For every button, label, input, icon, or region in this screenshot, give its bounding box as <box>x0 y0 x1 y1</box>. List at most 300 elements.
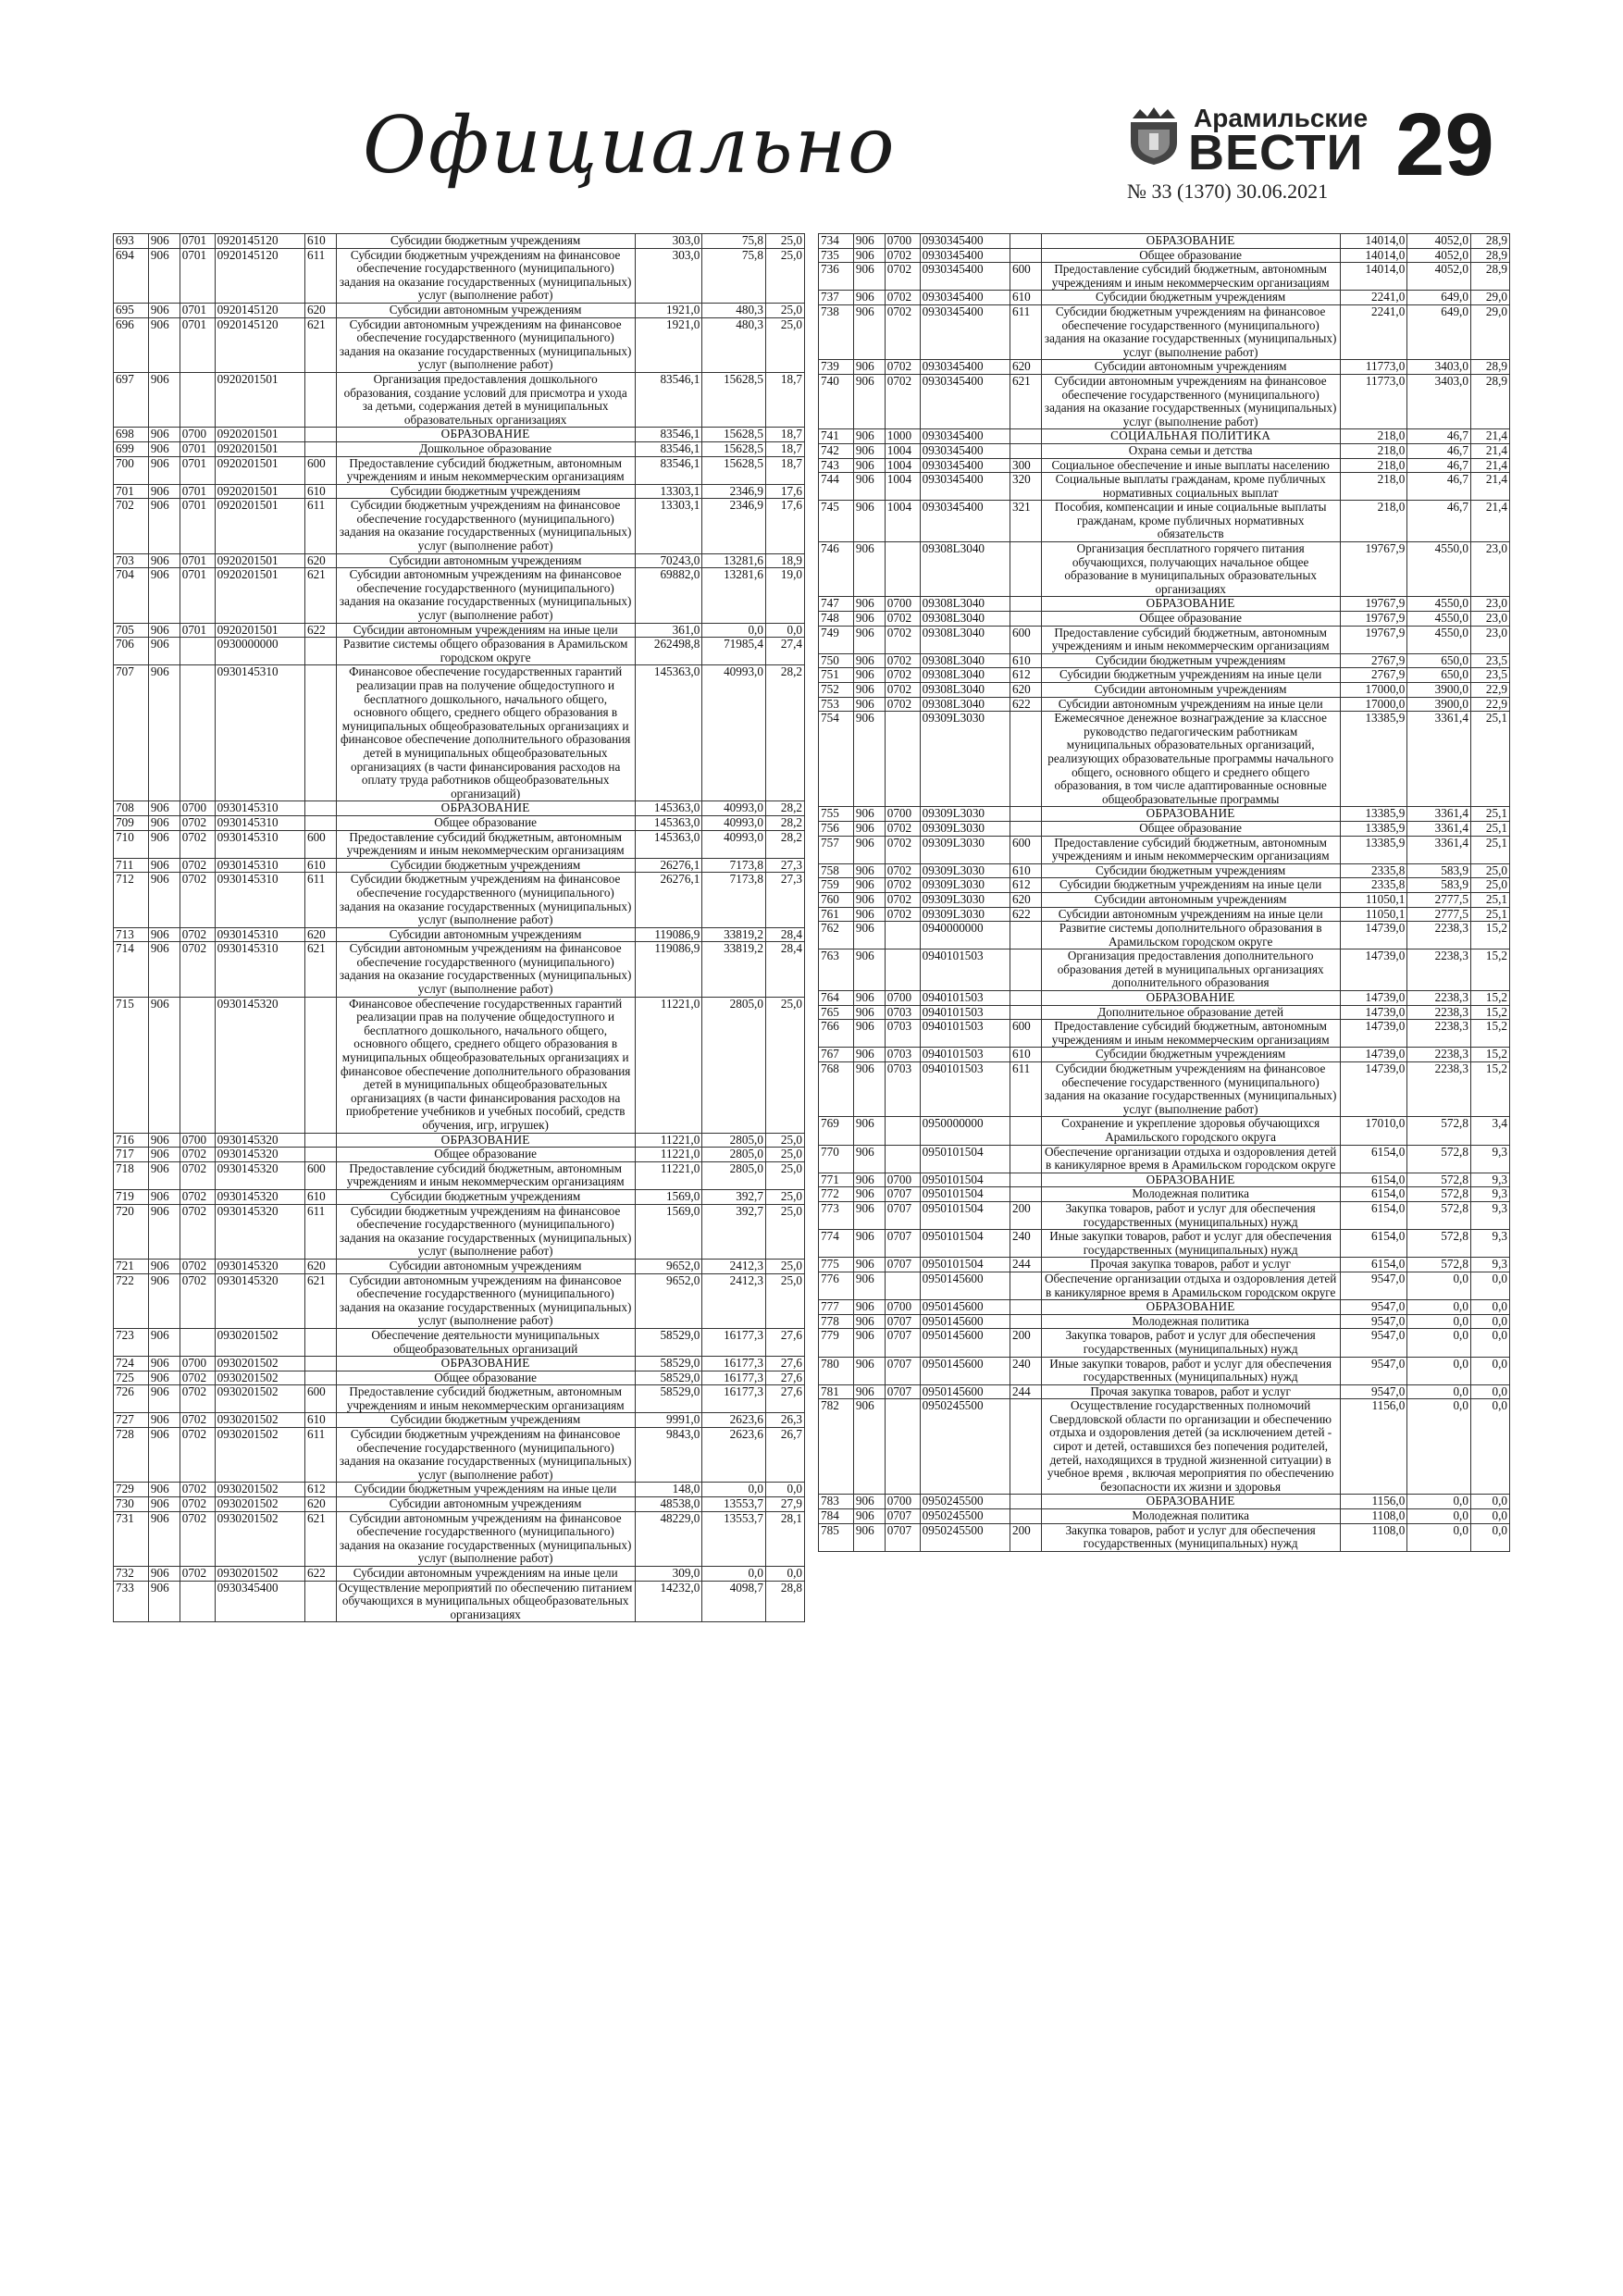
executed-amount-cell: 3403,0 <box>1407 360 1471 375</box>
planned-amount-cell: 2335,8 <box>1340 863 1407 878</box>
department-code-cell: 906 <box>853 863 885 878</box>
item-name-cell: Организация предоставления дошкольного образования, создание условий для присмотра и ухода за детьми, содержания детей в муниципальных образовательных организациях <box>336 372 635 427</box>
budget-table-right <box>818 233 1510 1552</box>
expense-type-code-cell <box>1010 1399 1041 1495</box>
table-row <box>819 892 1510 907</box>
executed-amount-cell: 2238,3 <box>1407 1005 1471 1020</box>
item-name-cell: Организация бесплатного горячего питания обучающихся, получающих начальное общее образование в муниципальных образовательных организациях <box>1041 542 1340 597</box>
section-code-cell: 0702 <box>885 892 920 907</box>
item-name-cell: Дополнительное образование детей <box>1041 1005 1340 1020</box>
item-name-cell: Молодежная политика <box>1041 1314 1340 1329</box>
item-name-cell: Обеспечение деятельности муниципальных общеобразовательных организаций <box>336 1328 635 1356</box>
execution-percent-cell: 17,6 <box>765 484 804 499</box>
department-code-cell: 906 <box>148 858 180 873</box>
planned-amount-cell: 361,0 <box>635 623 702 638</box>
item-name-cell: Общее образование <box>1041 248 1340 263</box>
item-name-cell: Субсидии автономным учреждениям на иные цели <box>1041 697 1340 712</box>
execution-percent-cell: 15,2 <box>1470 922 1509 949</box>
department-code-cell: 906 <box>853 683 885 698</box>
item-name-cell: Пособия, компенсации и иные социальные выплаты гражданам, кроме публичных нормативных обязательств <box>1041 501 1340 542</box>
target-article-code-cell: 0930201502 <box>215 1428 304 1483</box>
planned-amount-cell: 58529,0 <box>635 1385 702 1413</box>
expense-type-code-cell <box>304 801 336 816</box>
department-code-cell: 906 <box>853 234 885 249</box>
target-article-code-cell: 0930345400 <box>920 429 1010 444</box>
planned-amount-cell: 218,0 <box>1340 501 1407 542</box>
section-code-cell <box>180 1581 215 1622</box>
planned-amount-cell: 1569,0 <box>635 1204 702 1259</box>
table-row <box>819 1509 1510 1524</box>
expense-type-code-cell: 600 <box>1010 626 1041 653</box>
item-name-cell: Социальные выплаты гражданам, кроме публичных нормативных социальных выплат <box>1041 473 1340 501</box>
section-code-cell: 0707 <box>885 1357 920 1384</box>
executed-amount-cell: 4052,0 <box>1407 234 1471 249</box>
expense-type-code-cell: 620 <box>1010 683 1041 698</box>
table-row <box>819 1201 1510 1229</box>
execution-percent-cell: 25,0 <box>765 1133 804 1148</box>
target-article-code-cell: 0920201501 <box>215 623 304 638</box>
section-code-cell: 1004 <box>885 473 920 501</box>
target-article-code-cell: 0920145120 <box>215 248 304 303</box>
executed-amount-cell: 2238,3 <box>1407 949 1471 991</box>
planned-amount-cell: 70243,0 <box>635 553 702 568</box>
executed-amount-cell: 572,8 <box>1407 1173 1471 1187</box>
table-row <box>114 815 805 830</box>
expense-type-code-cell: 621 <box>304 942 336 997</box>
table-row <box>819 697 1510 712</box>
planned-amount-cell: 9991,0 <box>635 1413 702 1428</box>
item-name-cell: Субсидии автономным учреждениям на иные цели <box>336 623 635 638</box>
executed-amount-cell: 15628,5 <box>702 441 766 456</box>
budget-table-left-body <box>114 234 805 1622</box>
table-row <box>114 317 805 372</box>
section-code-cell: 0702 <box>180 1161 215 1189</box>
row-number-cell: 693 <box>114 234 149 249</box>
table-row <box>114 1273 805 1328</box>
expense-type-code-cell <box>304 1133 336 1148</box>
executed-amount-cell: 0,0 <box>1407 1272 1471 1299</box>
expense-type-code-cell: 610 <box>1010 291 1041 305</box>
item-name-cell: Общее образование <box>1041 821 1340 836</box>
section-code-cell: 0701 <box>180 456 215 484</box>
section-code-cell: 0702 <box>885 612 920 627</box>
target-article-code-cell: 0930345400 <box>920 263 1010 291</box>
planned-amount-cell: 9547,0 <box>1340 1329 1407 1357</box>
executed-amount-cell: 2346,9 <box>702 484 766 499</box>
table-row <box>819 1005 1510 1020</box>
planned-amount-cell: 14739,0 <box>1340 1020 1407 1048</box>
item-name-cell: Прочая закупка товаров, работ и услуг <box>1041 1258 1340 1272</box>
planned-amount-cell: 2335,8 <box>1340 878 1407 893</box>
executed-amount-cell: 15628,5 <box>702 456 766 484</box>
expense-type-code-cell: 320 <box>1010 473 1041 501</box>
department-code-cell: 906 <box>148 1204 180 1259</box>
target-article-code-cell: 0930201502 <box>215 1371 304 1385</box>
item-name-cell: Субсидии бюджетным учреждениям <box>1041 291 1340 305</box>
target-article-code-cell: 09309L3030 <box>920 892 1010 907</box>
execution-percent-cell: 0,0 <box>1470 1329 1509 1357</box>
expense-type-code-cell <box>1010 1272 1041 1299</box>
row-number-cell: 698 <box>114 428 149 442</box>
target-article-code-cell: 0940000000 <box>920 922 1010 949</box>
planned-amount-cell: 13303,1 <box>635 484 702 499</box>
execution-percent-cell: 25,0 <box>765 997 804 1133</box>
item-name-cell: ОБРАЗОВАНИЕ <box>1041 234 1340 249</box>
planned-amount-cell: 145363,0 <box>635 830 702 858</box>
execution-percent-cell: 15,2 <box>1470 1062 1509 1117</box>
department-code-cell: 906 <box>148 815 180 830</box>
execution-percent-cell: 0,0 <box>1470 1300 1509 1315</box>
department-code-cell: 906 <box>853 1314 885 1329</box>
row-number-cell: 747 <box>819 597 854 612</box>
row-number-cell: 755 <box>819 807 854 822</box>
execution-percent-cell: 25,0 <box>765 1273 804 1328</box>
table-row <box>819 1173 1510 1187</box>
table-row <box>114 1259 805 1273</box>
expense-type-code-cell: 300 <box>1010 458 1041 473</box>
planned-amount-cell: 13303,1 <box>635 499 702 553</box>
execution-percent-cell: 28,9 <box>1470 263 1509 291</box>
department-code-cell: 906 <box>853 1201 885 1229</box>
item-name-cell: Субсидии бюджетным учреждениям <box>336 1189 635 1204</box>
planned-amount-cell: 1156,0 <box>1340 1399 1407 1495</box>
table-row <box>114 997 805 1133</box>
expense-type-code-cell <box>304 1148 336 1162</box>
department-code-cell: 906 <box>853 1020 885 1048</box>
expense-type-code-cell <box>1010 248 1041 263</box>
item-name-cell: Субсидии автономным учреждениям на финансовое обеспечение государственного (муниципального) задания на оказание государственных (муниципальных) услуг (выполнение работ) <box>336 1511 635 1566</box>
target-article-code-cell: 09309L3030 <box>920 821 1010 836</box>
expense-type-code-cell: 244 <box>1010 1258 1041 1272</box>
item-name-cell: Финансовое обеспечение государственных гарантий реализации прав на получение общедоступного и бесплатного дошкольного, начального общего, основного общего, среднего общего образования в муниципальных общеобразовательных организациях и финансовое обеспечение дополнительного образования детей в муниципальных общеобразовательных организациях (в части финансирования расходов на приобретение учебников и учебных пособий, средств обучения, игр, игрушек) <box>336 997 635 1133</box>
row-number-cell: 769 <box>819 1117 854 1145</box>
target-article-code-cell: 0930145310 <box>215 801 304 816</box>
row-number-cell: 766 <box>819 1020 854 1048</box>
section-code-cell: 0700 <box>180 428 215 442</box>
planned-amount-cell: 14739,0 <box>1340 949 1407 991</box>
planned-amount-cell: 69882,0 <box>635 568 702 623</box>
department-code-cell: 906 <box>148 1483 180 1497</box>
item-name-cell: ОБРАЗОВАНИЕ <box>336 801 635 816</box>
executed-amount-cell: 0,0 <box>1407 1399 1471 1495</box>
target-article-code-cell: 0930345400 <box>920 291 1010 305</box>
expense-type-code-cell: 610 <box>304 1413 336 1428</box>
row-number-cell: 753 <box>819 697 854 712</box>
table-row <box>114 428 805 442</box>
planned-amount-cell: 13385,9 <box>1340 821 1407 836</box>
executed-amount-cell: 46,7 <box>1407 458 1471 473</box>
section-code-cell <box>885 1399 920 1495</box>
execution-percent-cell: 23,0 <box>1470 626 1509 653</box>
execution-percent-cell: 23,0 <box>1470 542 1509 597</box>
execution-percent-cell: 21,4 <box>1470 458 1509 473</box>
department-code-cell: 906 <box>148 1161 180 1189</box>
planned-amount-cell: 1108,0 <box>1340 1523 1407 1551</box>
item-name-cell: Субсидии бюджетным учреждениям <box>1041 1048 1340 1062</box>
item-name-cell: Молодежная политика <box>1041 1509 1340 1524</box>
row-number-cell: 735 <box>819 248 854 263</box>
section-code-cell: 0701 <box>180 553 215 568</box>
row-number-cell: 710 <box>114 830 149 858</box>
execution-percent-cell: 27,4 <box>765 638 804 665</box>
item-name-cell: ОБРАЗОВАНИЕ <box>1041 1300 1340 1315</box>
table-row <box>114 1413 805 1428</box>
section-code-cell: 0702 <box>885 821 920 836</box>
department-code-cell: 906 <box>148 623 180 638</box>
row-number-cell: 695 <box>114 303 149 317</box>
section-code-cell: 0702 <box>885 878 920 893</box>
department-code-cell: 906 <box>148 1511 180 1566</box>
row-number-cell: 772 <box>819 1187 854 1202</box>
row-number-cell: 741 <box>819 429 854 444</box>
executed-amount-cell: 4550,0 <box>1407 626 1471 653</box>
section-code-cell: 0707 <box>885 1230 920 1258</box>
planned-amount-cell: 9547,0 <box>1340 1384 1407 1399</box>
item-name-cell: ОБРАЗОВАНИЕ <box>336 1357 635 1371</box>
section-code-cell: 0702 <box>885 683 920 698</box>
executed-amount-cell: 3361,4 <box>1407 807 1471 822</box>
target-article-code-cell: 0930145320 <box>215 1259 304 1273</box>
row-number-cell: 712 <box>114 873 149 927</box>
target-article-code-cell: 0950245500 <box>920 1495 1010 1509</box>
executed-amount-cell: 3361,4 <box>1407 712 1471 807</box>
target-article-code-cell: 0950145600 <box>920 1329 1010 1357</box>
expense-type-code-cell: 620 <box>1010 360 1041 375</box>
expense-type-code-cell <box>1010 612 1041 627</box>
item-name-cell: Субсидии автономным учреждениям <box>1041 892 1340 907</box>
section-code-cell: 0703 <box>885 1062 920 1117</box>
item-name-cell: Иные закупки товаров, работ и услуг для обеспечения государственных (муниципальных) нужд <box>1041 1357 1340 1384</box>
planned-amount-cell: 11773,0 <box>1340 360 1407 375</box>
target-article-code-cell: 0920201501 <box>215 568 304 623</box>
expense-type-code-cell <box>1010 1314 1041 1329</box>
row-number-cell: 770 <box>819 1145 854 1173</box>
table-row <box>819 234 1510 249</box>
expense-type-code-cell: 240 <box>1010 1230 1041 1258</box>
expense-type-code-cell: 200 <box>1010 1523 1041 1551</box>
executed-amount-cell: 2805,0 <box>702 1133 766 1148</box>
item-name-cell: Субсидии бюджетным учреждениям <box>336 858 635 873</box>
target-article-code-cell: 0950101504 <box>920 1187 1010 1202</box>
row-number-cell: 704 <box>114 568 149 623</box>
execution-percent-cell: 15,2 <box>1470 1005 1509 1020</box>
expense-type-code-cell: 622 <box>304 623 336 638</box>
expense-type-code-cell <box>304 372 336 427</box>
expense-type-code-cell: 620 <box>304 553 336 568</box>
executed-amount-cell: 40993,0 <box>702 830 766 858</box>
section-code-cell: 0702 <box>885 263 920 291</box>
planned-amount-cell: 303,0 <box>635 248 702 303</box>
expense-type-code-cell <box>1010 1173 1041 1187</box>
target-article-code-cell: 0920201501 <box>215 553 304 568</box>
department-code-cell: 906 <box>853 626 885 653</box>
row-number-cell: 744 <box>819 473 854 501</box>
section-code-cell: 0700 <box>180 1357 215 1371</box>
row-number-cell: 778 <box>819 1314 854 1329</box>
department-code-cell: 906 <box>853 612 885 627</box>
row-number-cell: 738 <box>819 304 854 359</box>
target-article-code-cell: 0930145320 <box>215 1161 304 1189</box>
planned-amount-cell: 119086,9 <box>635 927 702 942</box>
planned-amount-cell: 2767,9 <box>1340 653 1407 668</box>
expense-type-code-cell: 321 <box>1010 501 1041 542</box>
row-number-cell: 719 <box>114 1189 149 1204</box>
item-name-cell: Субсидии бюджетным учреждениям <box>336 484 635 499</box>
item-name-cell: Субсидии бюджетным учреждениям <box>336 234 635 249</box>
item-name-cell: Субсидии автономным учреждениям на финансовое обеспечение государственного (муниципального) задания на оказание государственных (муниципальных) услуг (выполнение работ) <box>336 942 635 997</box>
item-name-cell: Субсидии бюджетным учреждениям на финансовое обеспечение государственного (муниципального) задания на оказание государственных (муниципальных) услуг (выполнение работ) <box>1041 1062 1340 1117</box>
execution-percent-cell: 28,4 <box>765 942 804 997</box>
executed-amount-cell: 13281,6 <box>702 568 766 623</box>
expense-type-code-cell: 612 <box>1010 878 1041 893</box>
row-number-cell: 718 <box>114 1161 149 1189</box>
department-code-cell: 906 <box>853 807 885 822</box>
executed-amount-cell: 2238,3 <box>1407 1020 1471 1048</box>
expense-type-code-cell: 612 <box>1010 668 1041 683</box>
department-code-cell: 906 <box>853 653 885 668</box>
planned-amount-cell: 14739,0 <box>1340 1062 1407 1117</box>
table-row <box>819 1329 1510 1357</box>
execution-percent-cell: 25,1 <box>1470 836 1509 863</box>
target-article-code-cell: 0930345400 <box>920 473 1010 501</box>
target-article-code-cell: 0950245500 <box>920 1509 1010 1524</box>
table-row <box>114 873 805 927</box>
department-code-cell: 906 <box>853 304 885 359</box>
table-row <box>114 303 805 317</box>
planned-amount-cell: 1569,0 <box>635 1189 702 1204</box>
section-code-cell: 0702 <box>885 836 920 863</box>
table-row <box>819 807 1510 822</box>
planned-amount-cell: 11221,0 <box>635 997 702 1133</box>
execution-percent-cell: 28,2 <box>765 830 804 858</box>
department-code-cell: 906 <box>853 374 885 428</box>
section-code-cell: 0702 <box>180 1148 215 1162</box>
table-row <box>114 1161 805 1189</box>
item-name-cell: Предоставление субсидий бюджетным, автономным учреждениям и иным некоммерческим организациям <box>1041 836 1340 863</box>
execution-percent-cell: 18,7 <box>765 372 804 427</box>
execution-percent-cell: 25,1 <box>1470 712 1509 807</box>
executed-amount-cell: 0,0 <box>1407 1509 1471 1524</box>
row-number-cell: 723 <box>114 1328 149 1356</box>
executed-amount-cell: 2805,0 <box>702 1148 766 1162</box>
expense-type-code-cell <box>1010 949 1041 991</box>
target-article-code-cell: 0920145120 <box>215 303 304 317</box>
row-number-cell: 740 <box>819 374 854 428</box>
section-code-cell: 0702 <box>180 830 215 858</box>
expense-type-code-cell <box>304 815 336 830</box>
target-article-code-cell: 09308L3040 <box>920 697 1010 712</box>
executed-amount-cell: 7173,8 <box>702 858 766 873</box>
target-article-code-cell: 0930345400 <box>920 458 1010 473</box>
executed-amount-cell: 71985,4 <box>702 638 766 665</box>
planned-amount-cell: 19767,9 <box>1340 612 1407 627</box>
section-code-cell <box>180 638 215 665</box>
section-code-cell: 0701 <box>180 317 215 372</box>
executed-amount-cell: 3900,0 <box>1407 683 1471 698</box>
executed-amount-cell: 75,8 <box>702 248 766 303</box>
row-number-cell: 764 <box>819 991 854 1006</box>
item-name-cell: Прочая закупка товаров, работ и услуг <box>1041 1384 1340 1399</box>
section-code-cell <box>885 1117 920 1145</box>
execution-percent-cell: 25,1 <box>1470 907 1509 922</box>
table-row <box>819 1145 1510 1173</box>
table-row <box>114 1133 805 1148</box>
department-code-cell: 906 <box>853 949 885 991</box>
expense-type-code-cell <box>1010 1495 1041 1509</box>
table-row <box>819 1300 1510 1315</box>
row-number-cell: 714 <box>114 942 149 997</box>
planned-amount-cell: 19767,9 <box>1340 542 1407 597</box>
executed-amount-cell: 0,0 <box>1407 1384 1471 1399</box>
target-article-code-cell: 09309L3030 <box>920 863 1010 878</box>
section-code-cell: 0707 <box>885 1384 920 1399</box>
row-number-cell: 726 <box>114 1385 149 1413</box>
table-row <box>114 1497 805 1512</box>
row-number-cell: 700 <box>114 456 149 484</box>
department-code-cell: 906 <box>853 1509 885 1524</box>
section-code-cell: 0701 <box>180 303 215 317</box>
section-code-cell: 0702 <box>180 1428 215 1483</box>
target-article-code-cell: 0930000000 <box>215 638 304 665</box>
planned-amount-cell: 1156,0 <box>1340 1495 1407 1509</box>
table-row <box>114 665 805 801</box>
department-code-cell: 906 <box>148 1385 180 1413</box>
target-article-code-cell: 0940101503 <box>920 1020 1010 1048</box>
target-article-code-cell: 0940101503 <box>920 1062 1010 1117</box>
executed-amount-cell: 16177,3 <box>702 1371 766 1385</box>
row-number-cell: 739 <box>819 360 854 375</box>
executed-amount-cell: 2805,0 <box>702 997 766 1133</box>
table-row <box>819 542 1510 597</box>
table-row <box>114 927 805 942</box>
department-code-cell: 906 <box>148 1567 180 1582</box>
department-code-cell: 906 <box>148 638 180 665</box>
department-code-cell: 906 <box>148 1148 180 1162</box>
section-code-cell <box>885 1272 920 1299</box>
target-article-code-cell: 09309L3030 <box>920 878 1010 893</box>
department-code-cell: 906 <box>853 991 885 1006</box>
row-number-cell: 750 <box>819 653 854 668</box>
item-name-cell: Субсидии автономным учреждениям <box>336 1497 635 1512</box>
table-row <box>819 683 1510 698</box>
row-number-cell: 707 <box>114 665 149 801</box>
executed-amount-cell: 4550,0 <box>1407 597 1471 612</box>
row-number-cell: 785 <box>819 1523 854 1551</box>
row-number-cell: 754 <box>819 712 854 807</box>
item-name-cell: Субсидии бюджетным учреждениям <box>336 1413 635 1428</box>
section-code-cell: 0701 <box>180 568 215 623</box>
target-article-code-cell: 0950101504 <box>920 1173 1010 1187</box>
item-name-cell: Охрана семьи и детства <box>1041 443 1340 458</box>
executed-amount-cell: 2238,3 <box>1407 922 1471 949</box>
department-code-cell: 906 <box>148 499 180 553</box>
item-name-cell: Социальное обеспечение и иные выплаты населению <box>1041 458 1340 473</box>
expense-type-code-cell: 611 <box>304 248 336 303</box>
row-number-cell: 756 <box>819 821 854 836</box>
planned-amount-cell: 11050,1 <box>1340 907 1407 922</box>
planned-amount-cell: 58529,0 <box>635 1357 702 1371</box>
row-number-cell: 706 <box>114 638 149 665</box>
expense-type-code-cell: 620 <box>304 303 336 317</box>
department-code-cell: 906 <box>148 665 180 801</box>
row-number-cell: 696 <box>114 317 149 372</box>
expense-type-code-cell: 611 <box>304 873 336 927</box>
item-name-cell: Ежемесячное денежное вознаграждение за классное руководство педагогическим работникам муниципальных образовательных организаций, реализующих образовательные программы начального общего, основного общего и среднего общего образования, в том числе адаптированные основные общеобразовательные программы <box>1041 712 1340 807</box>
planned-amount-cell: 19767,9 <box>1340 626 1407 653</box>
row-number-cell: 768 <box>819 1062 854 1117</box>
row-number-cell: 722 <box>114 1273 149 1328</box>
expense-type-code-cell <box>304 428 336 442</box>
